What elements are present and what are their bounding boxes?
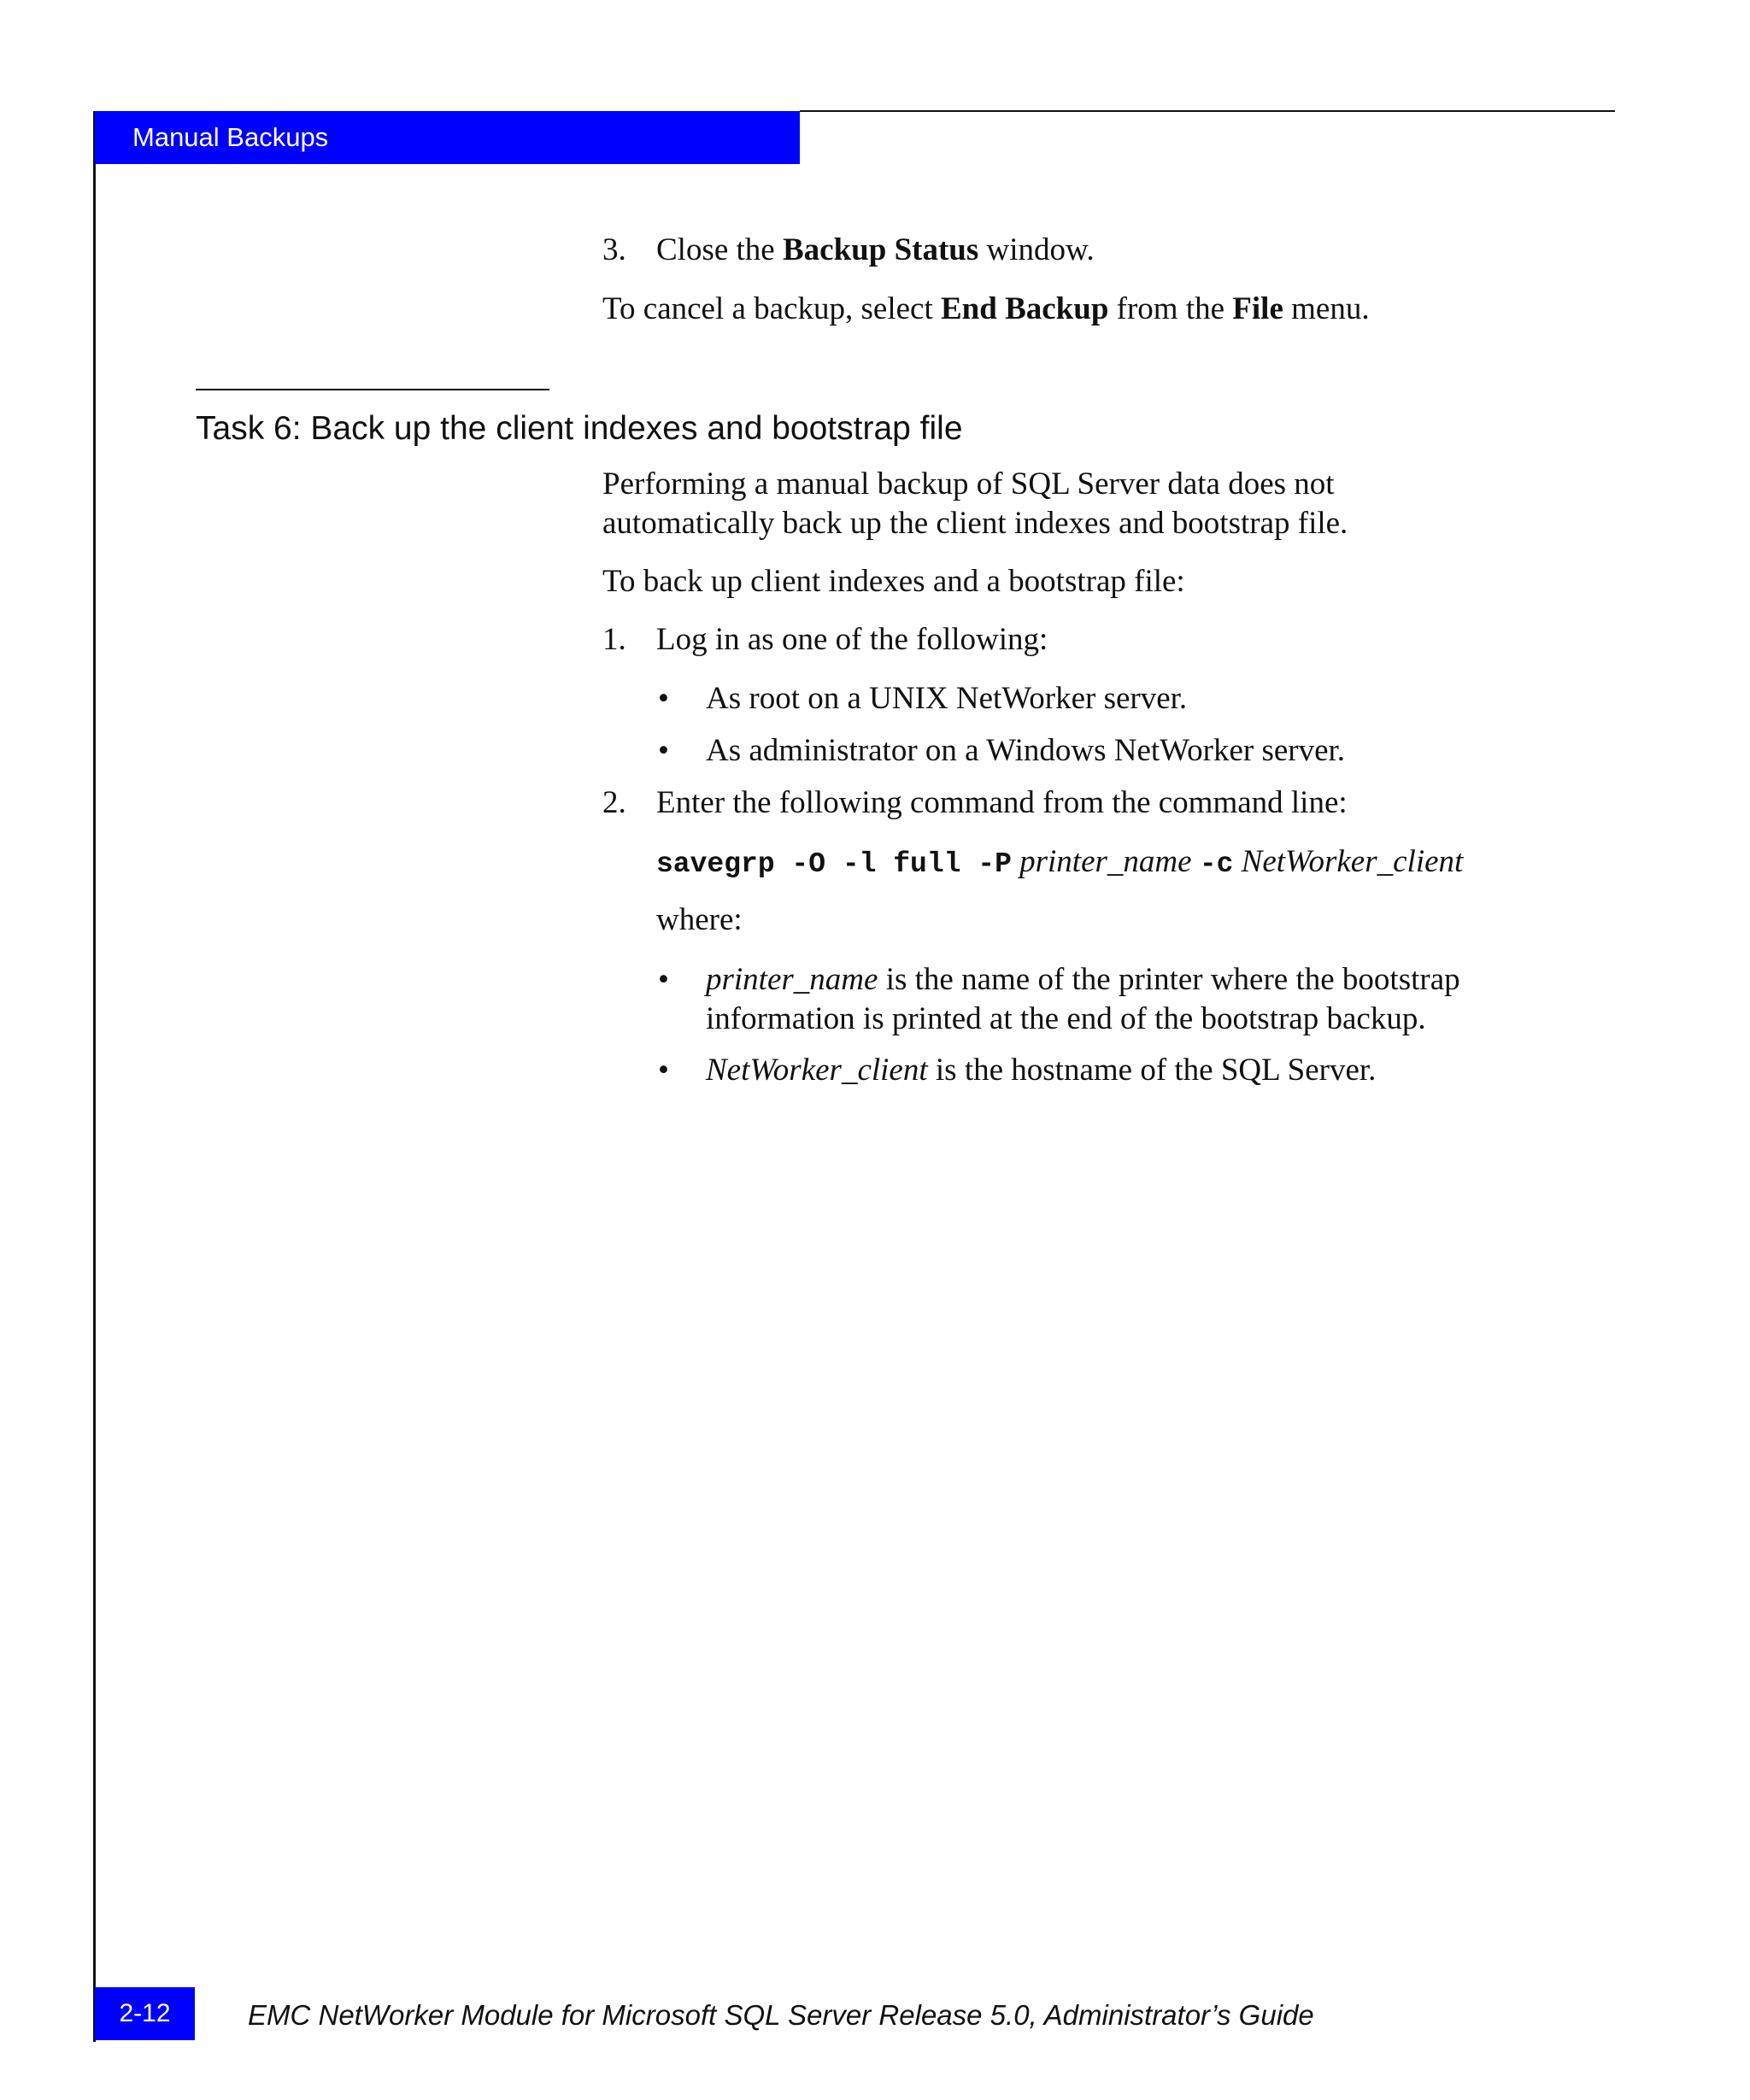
term-networker-client: NetWorker_client — [706, 1053, 928, 1088]
list-item — [658, 960, 1598, 1039]
step-number: 2. — [602, 785, 626, 820]
left-margin-rule — [93, 111, 96, 2042]
step-text: Close the Backup Status window. — [656, 232, 1095, 267]
term-printer-name: printer_name — [706, 962, 878, 997]
step-text: Log in as one of the following: — [656, 622, 1048, 657]
step-2 — [602, 783, 1628, 823]
bullet-icon: • — [658, 681, 669, 716]
ui-term-file: File — [1232, 291, 1283, 326]
where-label: where: — [656, 902, 743, 937]
intro-paragraph: Performing a manual backup of SQL Server data does not automatically back up the client indexes and bootstrap file. — [602, 466, 1348, 541]
list-item — [658, 731, 1598, 771]
list-item-text: NetWorker_client is the hostname of the SQL Server. — [706, 1053, 1377, 1088]
list-item-text: printer_name is the name of the printer where the bootstrap information is printed at the end of the bootstrap backup. — [706, 962, 1460, 1036]
command-text: savegrp -O -l full -P — [656, 848, 1012, 880]
list-item-text: As root on a UNIX NetWorker server. — [706, 681, 1188, 716]
bullet-icon: • — [658, 733, 669, 768]
footer-title: EMC NetWorker Module for Microsoft SQL Server Release 5.0, Administrator’s Guide — [248, 1999, 1314, 2031]
step-number: 1. — [602, 622, 626, 657]
step-3 — [602, 231, 1628, 270]
command-arg-client: NetWorker_client — [1241, 844, 1464, 879]
cancel-paragraph: To cancel a backup, select End Backup from the File menu. — [602, 291, 1370, 326]
section-rule — [196, 389, 549, 390]
ui-term-end-backup: End Backup — [940, 291, 1109, 326]
header-rule — [800, 110, 1615, 112]
list-item — [658, 1051, 1598, 1090]
bullet-icon: • — [658, 1053, 669, 1088]
step-1 — [602, 620, 1628, 660]
command-arg-printer: printer_name — [1019, 844, 1192, 879]
list-item-text: As administrator on a Windows NetWorker server. — [706, 733, 1346, 768]
procedure-intro: To back up client indexes and a bootstrap file: — [602, 564, 1185, 599]
step-text: Enter the following command from the command line: — [656, 785, 1348, 820]
step-number: 3. — [602, 232, 626, 267]
bullet-icon: • — [658, 962, 669, 997]
list-item — [658, 679, 1598, 719]
section-heading: Task 6: Back up the client indexes and bootstrap file — [196, 410, 963, 447]
page-number: 2-12 — [95, 1987, 195, 2040]
command-flag-c: -c — [1199, 848, 1234, 880]
command-line — [656, 842, 1463, 884]
ui-term-backup-status: Backup Status — [782, 232, 979, 267]
section-header-tab: Manual Backups — [95, 111, 800, 164]
